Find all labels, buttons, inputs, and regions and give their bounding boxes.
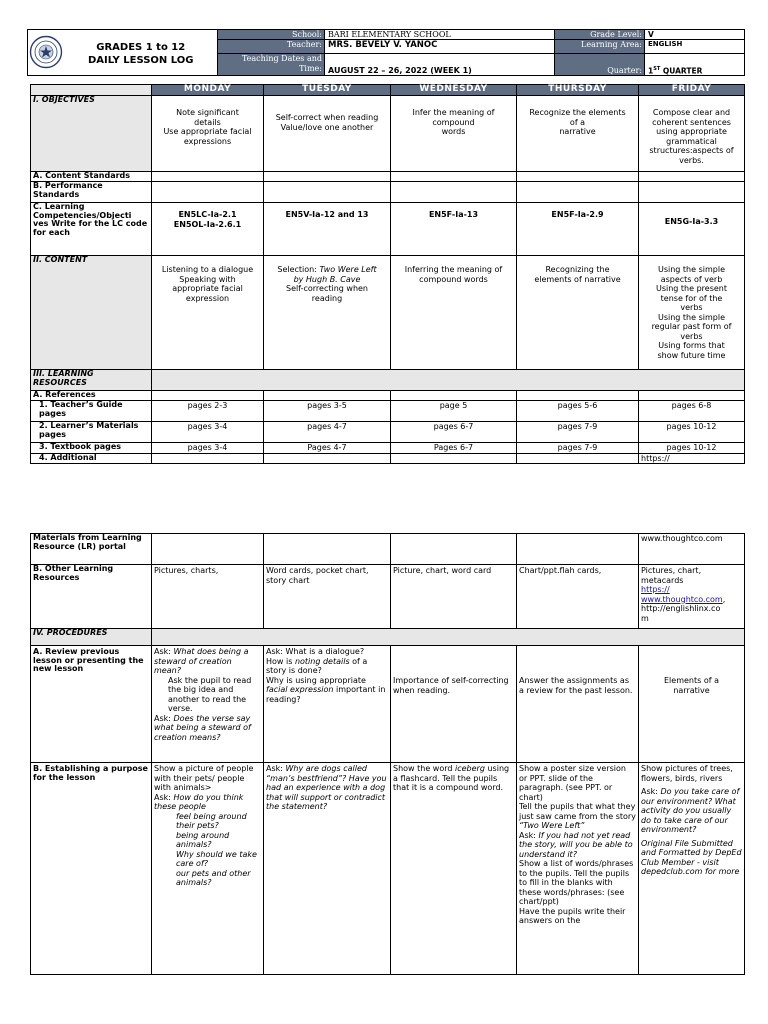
text-fragment: Ask: (154, 647, 174, 656)
text-line: Using the present (655, 284, 728, 293)
learners-materials-label: 2. Learner’s Materials pages (31, 422, 152, 443)
empty-cell (264, 453, 391, 464)
tg-wednesday: page 5 (391, 401, 517, 422)
text-fragment: What does being a steward of creation mean? (154, 647, 249, 675)
text-fragment: Ask: (154, 713, 174, 723)
text-line: being around animals? (176, 830, 230, 849)
text-line: Why should we take care of? (176, 849, 257, 868)
textbook-pages-label: 3. Textbook pages (31, 443, 152, 454)
lr-portal-friday: www.thoughtco.com (639, 534, 745, 565)
text-line: aspects of verb (660, 274, 723, 284)
other-resources-wednesday: Picture, chart, word card (391, 565, 517, 629)
content-thursday (517, 256, 639, 370)
text-line: Listening to a dialogue (161, 265, 254, 274)
review-thursday: Answer the assignments as a review for the past lesson. (517, 646, 639, 763)
thoughtco-link-2[interactable]: www.thoughtco.com (641, 594, 723, 604)
lm-friday: pages 10-12 (639, 422, 745, 443)
additional-label: 4. Additional (31, 453, 152, 464)
quarter-label: Quarter: (555, 53, 645, 76)
tb-monday: pages 3-4 (152, 443, 264, 454)
day-header-thursday: THURSDAY (517, 85, 639, 96)
text-line: grammatical (666, 136, 717, 146)
text-line: regular past form of (651, 322, 732, 331)
dates-label-line-1: Teaching Dates and (241, 53, 322, 63)
text-fragment: , (722, 594, 726, 604)
empty-cell (391, 172, 517, 182)
objectives-friday (639, 96, 745, 172)
text-fragment: Why are dogs called “man’s bestfriend”? Have you had an experience with a dog that will support or contradict the statement? (266, 764, 387, 811)
text-line: Infer the meaning of (412, 108, 495, 117)
procedures-band (152, 629, 745, 646)
text-line: Original File Submitted and Formatted by DepEd Club Member - visit depedclub.com for more (641, 838, 742, 876)
lm-tuesday: pages 4-7 (264, 422, 391, 443)
text-line: of a (569, 117, 586, 127)
lesson-table-part-1 (30, 84, 745, 464)
references-label: A. References (31, 391, 152, 401)
tg-monday: pages 2-3 (152, 401, 264, 422)
text-line: Ask the pupil to read the big idea and another to read the verse. (168, 675, 252, 713)
empty-cell (152, 453, 264, 464)
text-line: narrative (673, 685, 710, 695)
empty-cell (391, 182, 517, 203)
purpose-thursday (517, 763, 639, 975)
other-resources-monday: Pictures, charts, (152, 565, 264, 629)
thoughtco-link-1[interactable]: https:// (641, 585, 670, 594)
objectives-tuesday (264, 96, 391, 172)
story-author: by Hugh B. Cave (293, 274, 361, 284)
grade-level-label: Grade Level: (555, 30, 645, 40)
text-line: Elements of a (664, 676, 719, 685)
text-line: compound words (419, 274, 488, 284)
learning-area-value: ENGLISH (645, 40, 745, 53)
lm-wednesday: pages 6-7 (391, 422, 517, 443)
text-line: details (194, 117, 221, 127)
objectives-label: I. OBJECTIVES (31, 96, 152, 172)
empty-cell (391, 534, 517, 565)
text-line: Use appropriate facial (163, 127, 252, 136)
tg-friday: pages 6-8 (639, 401, 745, 422)
text-fragment: important in reading? (266, 685, 386, 704)
empty-cell (264, 172, 391, 182)
content-monday (152, 256, 264, 370)
tb-thursday: pages 7-9 (517, 443, 639, 454)
dates-value: AUGUST 22 – 26, 2022 (WEEK 1) (325, 53, 555, 76)
text-line: metacards (641, 575, 684, 585)
empty-cell (264, 391, 391, 401)
text-line: verbs. (679, 155, 704, 165)
text-line: Show a picture of people with their pets/ people with animals> (154, 764, 254, 792)
text-line: using appropriate (656, 127, 727, 136)
other-resources-label: B. Other Learning Resources (31, 565, 152, 629)
text-line: Pictures, chart, (641, 566, 702, 575)
empty-cell (517, 172, 639, 182)
text-line: Inferring the meaning of (404, 265, 503, 274)
text-line: Show a poster size version or PPT. slide of the paragraph. (see PPT. or chart) (519, 764, 626, 802)
text-line: feel being around their pets? (176, 811, 247, 830)
dates-label-line-2: Time: (299, 63, 322, 73)
empty-cell (152, 182, 264, 203)
title-block (65, 30, 218, 76)
quarter-ordinal: ST (653, 65, 661, 72)
text-line: Have the pupils write their answers on the (519, 906, 626, 925)
text-line (641, 787, 742, 835)
empty-cell (264, 534, 391, 565)
text-fragment: iceberg (455, 764, 485, 773)
objectives-monday (152, 96, 264, 172)
text-line: Value/love one another (280, 122, 374, 132)
text-line: verbs (680, 331, 703, 341)
other-resources-friday (639, 565, 745, 629)
text-fragment: “Two Were Left” (519, 821, 585, 830)
text-line: Using the simple (657, 265, 725, 274)
text-fragment: Do you take care of our environment? What activity do you usually do to take care of our environment? (641, 787, 740, 834)
lm-monday: pages 3-4 (152, 422, 264, 443)
text-line: Self-correct when reading (275, 113, 379, 122)
tb-tuesday: Pages 4-7 (264, 443, 391, 454)
text-fragment: Ask: (266, 764, 286, 773)
competency-monday (152, 203, 264, 256)
school-value: BARI ELEMENTARY SCHOOL (325, 30, 555, 40)
text-line (519, 802, 636, 831)
text-fragment: Tell the pupils that what they just saw came from the story (519, 802, 636, 821)
text-fragment: using a flashcard. Tell the pupils that it is a compound word. (393, 764, 510, 792)
text-line: structures:aspects of (649, 146, 734, 155)
objectives-thursday (517, 96, 639, 172)
text-fragment: If you had not yet read the story, will you be able to understand it? (519, 830, 633, 859)
quarter-text: QUARTER (660, 66, 703, 75)
empty-cell (517, 453, 639, 464)
competency-thursday: EN5F-Ia-2.9 (517, 203, 639, 256)
text-fragment: How do you think these people (154, 792, 244, 811)
quarter-value (645, 53, 745, 76)
purpose-friday (639, 763, 745, 975)
day-header-friday: FRIDAY (639, 85, 745, 96)
content-label: II. CONTENT (31, 256, 152, 370)
dates-label (218, 53, 325, 76)
header-table (27, 29, 745, 76)
procedures-label: IV. PROCEDURES (31, 629, 152, 646)
lr-portal-label: Materials from Learning Resource (LR) portal (31, 534, 152, 565)
day-header-tuesday: TUESDAY (264, 85, 391, 96)
learning-area-label: Learning Area: (555, 40, 645, 53)
text-line: EN5LC-Ia-2.1 (178, 210, 237, 219)
text-line: Compose clear and (652, 108, 731, 117)
text-fragment: Selection: (277, 265, 320, 274)
learning-resources-label: III. LEARNING RESOURCES (31, 370, 152, 391)
text-line: Recognizing the (545, 265, 610, 274)
empty-cell (391, 391, 517, 401)
tg-tuesday: pages 3-5 (264, 401, 391, 422)
empty-cell (152, 391, 264, 401)
lm-thursday: pages 7-9 (517, 422, 639, 443)
empty-cell (391, 453, 517, 464)
other-resources-tuesday: Word cards, pocket chart, story chart (264, 565, 391, 629)
text-line: Using the simple (657, 312, 725, 322)
text-line: reading (311, 293, 343, 303)
text-fragment: How is (266, 656, 295, 666)
text-line: EN5OL-Ia-2.6.1 (173, 219, 242, 229)
text-line (266, 676, 388, 705)
empty-cell (152, 534, 264, 565)
additional-friday-link: https:// (639, 453, 745, 464)
competency-friday: EN5G-Ia-3.3 (639, 203, 745, 256)
text-line: Speaking with (179, 274, 236, 284)
text-line: Note significant (176, 108, 239, 117)
objectives-wednesday (391, 96, 517, 172)
text-line: narrative (559, 127, 596, 136)
text-line: compound (432, 117, 475, 127)
deped-seal (28, 30, 65, 76)
text-fragment: Ask: (154, 792, 174, 802)
empty-cell (517, 534, 639, 565)
competency-wednesday: EN5F-Ia-13 (391, 203, 517, 256)
text-line (641, 595, 742, 605)
day-header-monday: MONDAY (152, 85, 264, 96)
text-line: appropriate facial (172, 284, 243, 293)
grade-level-value: V (645, 30, 745, 40)
content-friday (639, 256, 745, 370)
school-label: School: (218, 30, 325, 40)
text-fragment: of a story is done? (266, 656, 368, 675)
text-fragment: Show the word (393, 764, 456, 773)
content-tuesday (264, 256, 391, 370)
empty-cell (152, 172, 264, 182)
review-tuesday (264, 646, 391, 763)
competencies-label: C. Learning Competencies/Objecti ves Write for the LC code for each (31, 203, 152, 256)
text-line: our pets and other animals? (176, 868, 251, 887)
empty-cell (264, 182, 391, 203)
text-line: Self-correcting when (285, 284, 369, 293)
text-line: tense for of the (660, 293, 723, 303)
text-fragment: Ask: (519, 830, 539, 840)
text-line: words (441, 127, 466, 136)
title-line-2: DAILY LESSON LOG (87, 54, 194, 66)
review-label: A. Review previous lesson or presenting the new lesson (31, 646, 152, 763)
content-standards-label: A. Content Standards (31, 172, 152, 182)
story-title: Two Were Left (319, 265, 377, 274)
text-line: Using forms that (658, 341, 725, 350)
text-line: coherent sentences (652, 117, 731, 127)
text-line: http://englishlinx.co (641, 604, 721, 613)
text-line: Show pictures of trees, flowers, birds, rivers (641, 764, 733, 783)
tb-wednesday: Pages 6-7 (391, 443, 517, 454)
title-line-1: GRADES 1 to 12 (96, 41, 186, 53)
teacher-value: MRS. BEVELY V. YANOC (325, 40, 555, 53)
text-line: Show a list of words/phrases to the pupils. Tell the pupils to fill in the blanks with these words/phrases: (see chart/ppt) (519, 859, 634, 906)
purpose-tuesday (264, 763, 391, 975)
empty-cell (639, 172, 745, 182)
text-line: elements of narrative (534, 274, 621, 284)
competency-tuesday: EN5V-Ia-12 and 13 (264, 203, 391, 256)
deped-seal-icon (29, 32, 63, 72)
content-wednesday (391, 256, 517, 370)
empty-cell (517, 182, 639, 203)
text-line (519, 831, 636, 860)
review-friday (639, 646, 745, 763)
text-line: Recognize the elements (529, 108, 626, 117)
text-line: expression (185, 293, 230, 303)
tb-friday: pages 10-12 (639, 443, 745, 454)
corner-cell (31, 85, 152, 96)
text-line: verbs (680, 303, 703, 312)
text-line: expressions (183, 136, 232, 146)
teachers-guide-label: 1. Teacher’s Guide pages (31, 401, 152, 422)
text-fragment: facial expression (266, 685, 334, 694)
empty-cell (639, 391, 745, 401)
tg-thursday: pages 5-6 (517, 401, 639, 422)
text-line: m (641, 613, 649, 623)
text-fragment: noting details (294, 656, 350, 666)
text-line (266, 265, 388, 275)
purpose-monday (152, 763, 264, 975)
purpose-label: B. Establishing a purpose for the lesson (31, 763, 152, 975)
empty-cell (517, 391, 639, 401)
other-resources-thursday: Chart/ppt.flah cards, (517, 565, 639, 629)
review-monday (152, 646, 264, 763)
text-line: Ask: What is a dialogue? (266, 647, 365, 656)
text-line (266, 657, 388, 676)
empty-cell (639, 182, 745, 203)
learning-resources-band (152, 370, 745, 391)
performance-standards-label: B. Performance Standards (31, 182, 152, 203)
teacher-label: Teacher: (218, 40, 325, 53)
review-wednesday: Importance of self-correcting when reading. (391, 646, 517, 763)
purpose-wednesday (391, 763, 517, 975)
day-header-wednesday: WEDNESDAY (391, 85, 517, 96)
text-fragment: Why is using appropriate (266, 675, 366, 685)
quarter-number: 1 (648, 66, 654, 75)
text-fragment: Does the verse say what being a steward of creation means? (154, 713, 251, 742)
lesson-table-part-2 (30, 533, 745, 975)
text-line: show future time (657, 350, 726, 360)
text-fragment: Ask: (641, 787, 661, 796)
